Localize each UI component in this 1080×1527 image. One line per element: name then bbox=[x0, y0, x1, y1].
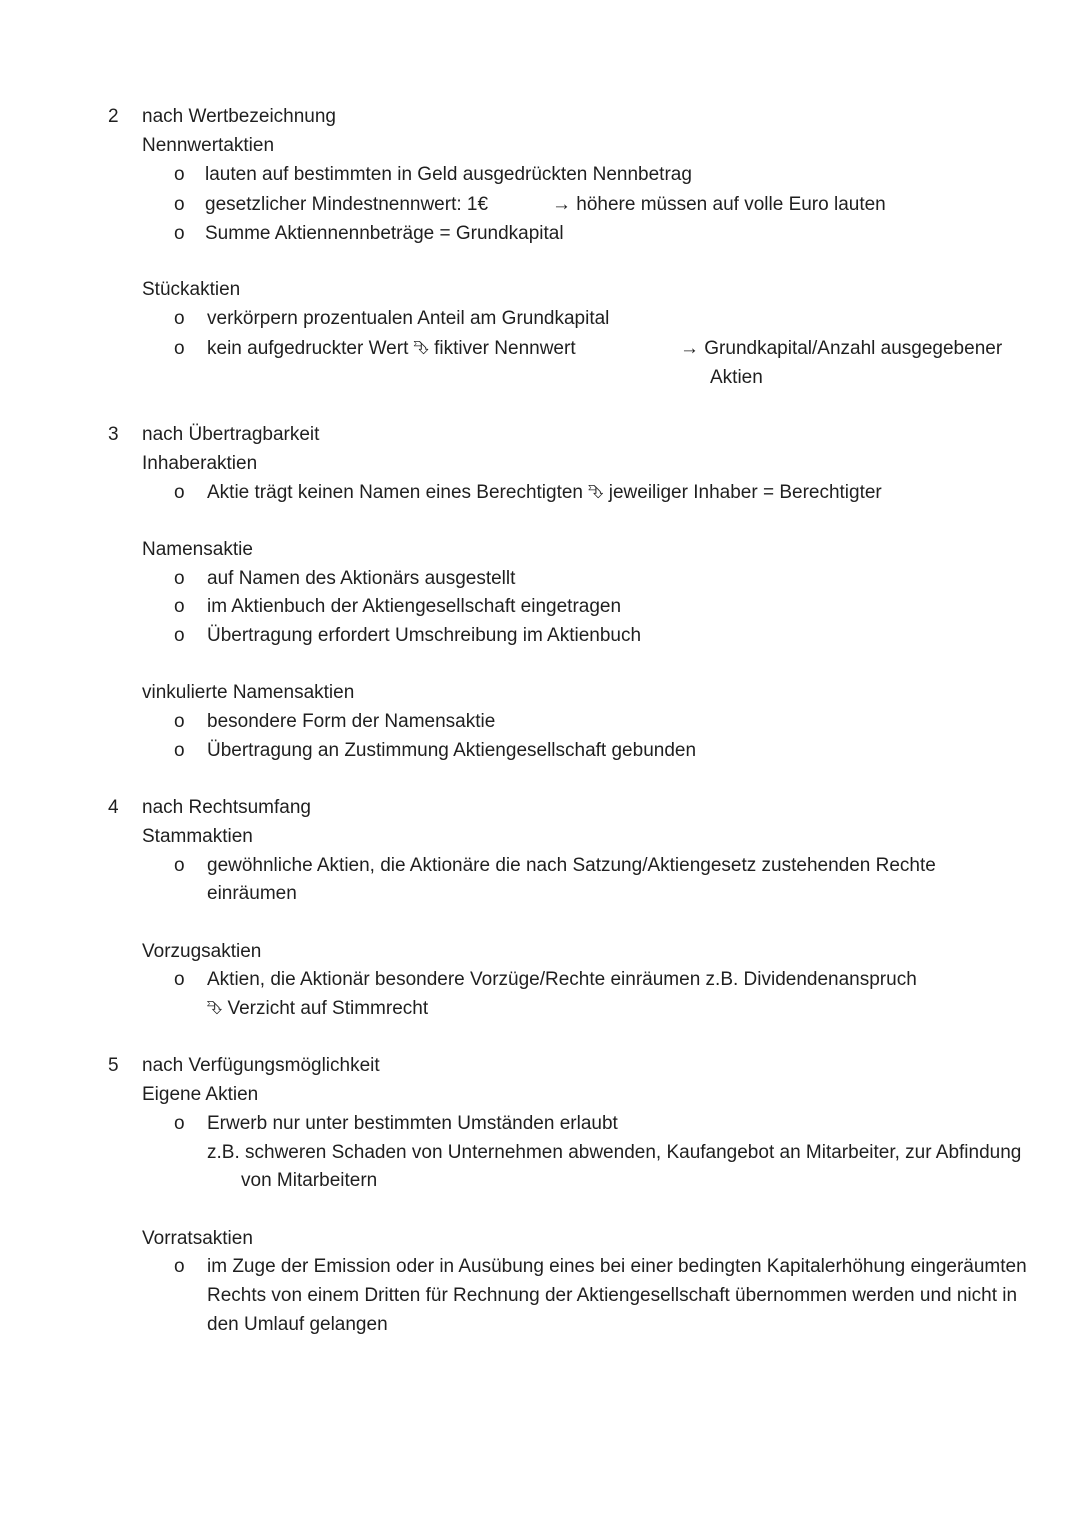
section-number: 3 bbox=[108, 424, 119, 445]
list-item: Übertragung an Zustimmung Aktiengesellschaft gebunden bbox=[207, 740, 697, 761]
bullet-marker: o bbox=[174, 969, 185, 990]
bullet-marker: o bbox=[174, 1113, 185, 1134]
group-heading: Nennwertaktien bbox=[142, 135, 275, 156]
list-item: Erwerb nur unter bestimmten Umständen erlaubt bbox=[207, 1113, 618, 1134]
group-heading: Inhaberaktien bbox=[142, 453, 258, 474]
arrow-note: → höhere müssen auf volle Euro lauten bbox=[552, 194, 886, 215]
section-title: nach Wertbezeichnung bbox=[142, 106, 336, 127]
section-title: nach Übertragbarkeit bbox=[142, 424, 320, 445]
group-heading: Namensaktie bbox=[142, 539, 253, 560]
list-item: lauten auf bestimmten in Geld ausgedrückten Nennbetrag bbox=[205, 164, 692, 185]
bullet-marker: o bbox=[174, 194, 185, 215]
bullet-marker: o bbox=[174, 740, 185, 761]
bullet-marker: o bbox=[174, 568, 185, 589]
list-item-continuation: Rechts von einem Dritten für Rechnung der Aktiengesellschaft übernommen werden und nicht in bbox=[207, 1285, 1018, 1306]
bullet-marker: o bbox=[174, 855, 185, 876]
group-heading: Stückaktien bbox=[142, 279, 241, 300]
bullet-marker: o bbox=[174, 482, 185, 503]
list-item: auf Namen des Aktionärs ausgestellt bbox=[207, 568, 516, 589]
arrow-note-continuation: Aktien bbox=[710, 367, 763, 388]
list-item: gewöhnliche Aktien, die Aktionäre die nach Satzung/Aktiengesetz zustehenden Rechte bbox=[207, 855, 936, 876]
group-heading: Vorzugsaktien bbox=[142, 941, 262, 962]
list-item: im Aktienbuch der Aktiengesellschaft eingetragen bbox=[207, 596, 622, 617]
group-heading: Vorratsaktien bbox=[142, 1228, 253, 1249]
bullet-marker: o bbox=[174, 338, 185, 359]
list-item: im Zuge der Emission oder in Ausübung eines bei einer bedingten Kapitalerhöhung eingeräumten bbox=[207, 1256, 1027, 1277]
section-number: 5 bbox=[108, 1055, 119, 1076]
list-item: Aktie trägt keinen Namen eines Berechtigten ⮷ jeweiliger Inhaber = Berechtigter bbox=[207, 482, 882, 503]
section-title: nach Verfügungsmöglichkeit bbox=[142, 1055, 380, 1076]
bullet-marker: o bbox=[174, 1256, 185, 1277]
list-item: verkörpern prozentualen Anteil am Grundkapital bbox=[207, 308, 610, 329]
list-item: Aktien, die Aktionär besondere Vorzüge/Rechte einräumen z.B. Dividendenanspruch bbox=[207, 969, 917, 990]
bullet-marker: o bbox=[174, 164, 185, 185]
list-item-continuation: den Umlauf gelangen bbox=[207, 1314, 388, 1335]
bullet-marker: o bbox=[174, 596, 185, 617]
bullet-marker: o bbox=[174, 223, 185, 244]
group-heading: vinkulierte Namensaktien bbox=[142, 682, 355, 703]
list-item: besondere Form der Namensaktie bbox=[207, 711, 496, 732]
section-number: 4 bbox=[108, 797, 119, 818]
bullet-marker: o bbox=[174, 625, 185, 646]
list-item-continuation: ⮷ Verzicht auf Stimmrecht bbox=[207, 998, 429, 1019]
group-heading: Eigene Aktien bbox=[142, 1084, 259, 1105]
section-number: 2 bbox=[108, 106, 119, 127]
list-item-continuation: z.B. schweren Schaden von Unternehmen abwenden, Kaufangebot an Mitarbeiter, zur Abfindung bbox=[207, 1142, 1022, 1163]
bullet-marker: o bbox=[174, 711, 185, 732]
list-item-continuation: von Mitarbeitern bbox=[241, 1170, 378, 1191]
group-heading: Stammaktien bbox=[142, 826, 253, 847]
list-item: kein aufgedruckter Wert ⮷ fiktiver Nennwert bbox=[207, 338, 576, 359]
list-item: gesetzlicher Mindestnennwert: 1€ bbox=[205, 194, 489, 215]
list-item: Summe Aktiennennbeträge = Grundkapital bbox=[205, 223, 564, 244]
arrow-note: → Grundkapital/Anzahl ausgegebener bbox=[680, 338, 1003, 359]
list-item: Übertragung erfordert Umschreibung im Aktienbuch bbox=[207, 625, 642, 646]
section-title: nach Rechtsumfang bbox=[142, 797, 311, 818]
bullet-marker: o bbox=[174, 308, 185, 329]
list-item-continuation: einräumen bbox=[207, 883, 297, 904]
